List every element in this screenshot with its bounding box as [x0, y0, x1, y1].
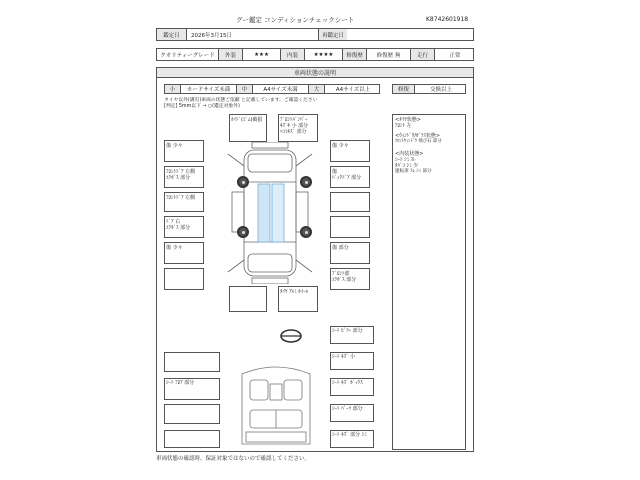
interior-left-box-3 — [164, 404, 220, 424]
side-note-glass: ﾌﾛﾝﾄｳｨﾝﾄﾞｳ 飛び石 部分 — [395, 139, 442, 144]
footer-note: 車両状態の確認時、保証対象ではないので確認してください。 — [156, 456, 311, 462]
interior-note-4: ｼｰﾄ ﾊﾟｰﾂ 部分 — [332, 406, 363, 412]
interior-note-5: ｼｰﾄ ｷｽﾞ 部分 ｼﾐ — [332, 432, 367, 438]
note-top-right-1: ﾌﾞﾛﾝﾄﾊﾞﾝﾊﾟｰ — [280, 117, 308, 123]
side-note-interior-1: ｼｰﾄ ｼﾐ ｽﾚ — [395, 157, 416, 163]
note-right-2b: ﾊﾞｯｸﾄﾞｱ 部分 — [332, 175, 362, 181]
legend-large: 大 — [309, 85, 325, 93]
legend-repair-bar — [392, 84, 466, 94]
car-exterior-diagram — [212, 142, 328, 284]
legend-repair: 修復 — [393, 85, 415, 93]
repair-value: 修復歴 無 — [367, 49, 411, 60]
exterior-label: 外装 — [219, 49, 243, 60]
date-label: 鑑定日 — [157, 29, 187, 40]
interior-note-1: ｼｰﾄ ﾋﾟﾗｰ 部分 — [332, 328, 363, 334]
steering-wheel-icon — [280, 329, 302, 343]
date-value: 2026年3月15日 — [187, 29, 319, 40]
sheet-id: K8742601918 — [426, 16, 469, 23]
side-note-interior-title: <内装状態> — [395, 151, 424, 157]
side-note-interior-2: ﾀﾊﾞｺ ｼﾐ 少 — [395, 163, 419, 169]
side-note-tire-title: <ﾀｲﾔ状態> — [395, 117, 421, 123]
sheet-title: グー鑑定 コンディションチェックシート — [236, 16, 355, 24]
tire-front-left-icon — [237, 176, 249, 188]
note-left-4b: ｴｸﾎﾞｽ 部分 — [166, 225, 191, 231]
odometer-value: 正常 — [449, 52, 461, 59]
interior-left-box-4 — [164, 430, 220, 448]
tire-front-right-icon — [300, 176, 312, 188]
legend-mid-desc: A4サイズ未満 — [253, 85, 309, 93]
note-box-left-6 — [164, 268, 204, 290]
info-row-grade — [156, 48, 474, 61]
legend-small-desc: カードサイズ未満 — [181, 85, 237, 93]
note-left-2a: ﾌﾛﾝﾄﾄﾞｱ 左側 — [166, 169, 196, 175]
tire-rear-right-icon — [300, 226, 312, 238]
note-left-2b: ｴｸﾎﾞｽ 部分 — [166, 175, 191, 181]
tire-rear-left-icon — [237, 226, 249, 238]
side-note-tire: ﾌﾛﾝﾄ 左 — [395, 123, 412, 129]
instruction-line-2: [判定] 5mm以下 → ○(鑑定対象外) — [164, 104, 240, 109]
interior-note-3: ｼｰﾄ ｷｽﾞ ﾎﾞｯｸｽ — [332, 380, 363, 386]
legend-large-desc: A4サイズ以上 — [335, 87, 371, 93]
interior-value: ★★★★ — [305, 49, 343, 60]
side-note-interior-3: 運転席 ｽﾚ ｼﾐ 部分 — [395, 169, 432, 174]
note-left-1: 傷 少々 — [166, 143, 183, 149]
note-right-3: 傷 部分 — [332, 245, 349, 251]
note-left-5: 傷 少々 — [166, 245, 183, 251]
interior-note-6: ｼｰﾄ ﾌﾛｱ 部分 — [166, 380, 195, 386]
quality-label: クオリティーグレード — [157, 49, 219, 60]
expiry-label: 再鑑定日 — [319, 29, 347, 40]
note-right-2a: 傷 — [332, 169, 338, 175]
note-right-4b: ｴｸﾎﾞｽ 部分 — [332, 277, 357, 283]
exterior-value: ★★★ — [243, 49, 281, 60]
note-right-1: 傷 少々 — [332, 143, 349, 149]
legend-repair-desc: 交換以上 — [429, 87, 452, 93]
note-top-right-3: ﾍｺﾐｷｽﾞ 部分 — [280, 129, 307, 135]
note-box-right-3 — [330, 192, 370, 212]
legend-mid: 中 — [237, 85, 253, 93]
instruction-line-1: タイヤ以外(溝有)車両の状態ご依頼 と記載しています。ご確認ください — [164, 98, 318, 103]
car-interior-diagram — [236, 364, 316, 448]
note-top-left: ｶｲﾄﾞ(ｺﾞﾑ)破損 — [231, 117, 263, 123]
legend-small: 小 — [165, 85, 181, 93]
section-title: 車両状態の説明 — [156, 67, 474, 78]
note-box-bottom-left — [229, 286, 267, 312]
note-top-right-2: ｷｽﾞｷ 小 部分 — [280, 123, 309, 129]
note-box-right-4 — [330, 216, 370, 238]
odometer-label: 走行 — [411, 49, 435, 60]
note-left-3: ﾌﾛﾝﾄﾄﾞｱ 左側 — [166, 195, 196, 201]
note-left-4a: ﾄﾞｱ 右 — [166, 219, 181, 225]
interior-label: 内装 — [281, 49, 305, 60]
legend-bar — [164, 84, 380, 94]
note-right-4a: ﾌﾞﾛﾝﾄ部 — [332, 271, 350, 277]
repair-label: 修復歴 — [343, 49, 367, 60]
interior-left-box-1 — [164, 352, 220, 372]
info-row-date — [156, 28, 474, 41]
interior-note-2: ｼｰﾄ ｷｽﾞ 小 — [332, 354, 356, 360]
side-note-glass-title: <ｳｨﾝﾄﾞｳ/ｶﾞﾗｽ状態> — [395, 133, 441, 139]
note-bottom-center: ﾀｲﾔ ｱﾙﾐ ﾎｲｰﾙ — [280, 289, 309, 295]
